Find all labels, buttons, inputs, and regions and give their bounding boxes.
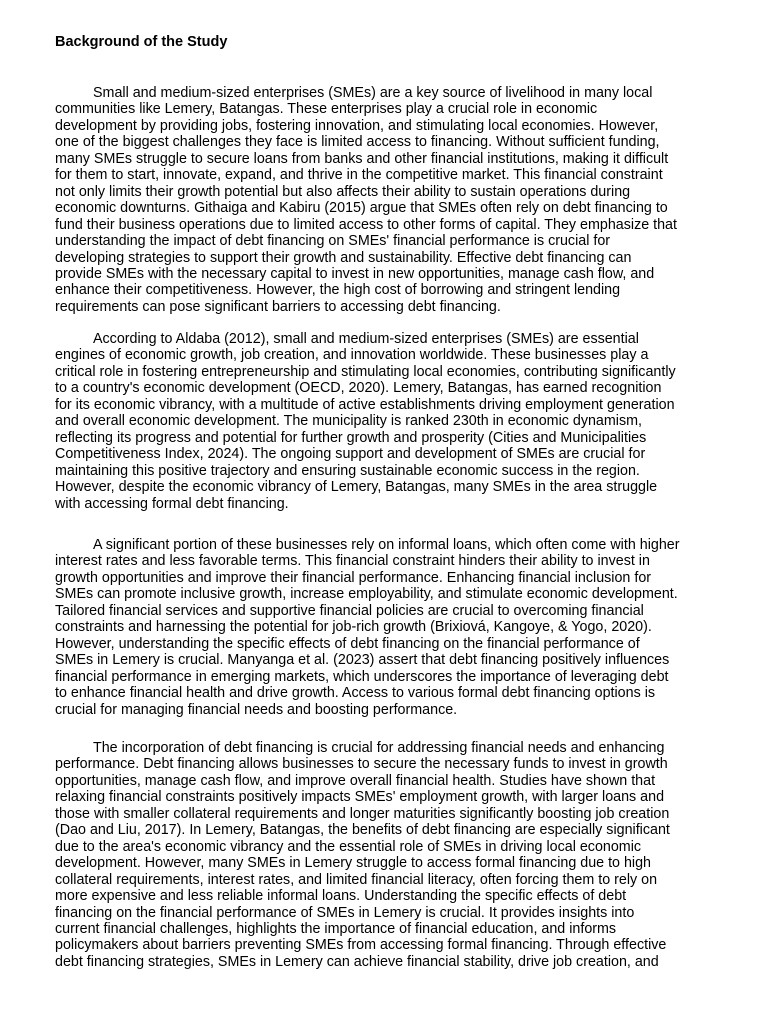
paragraph-line: maintaining this positive trajectory and ensuring sustainable economic success in the region. — [55, 462, 640, 479]
paragraph-line: However, despite the economic vibrancy of Lemery, Batangas, many SMEs in the area struggle — [55, 479, 658, 496]
paragraph-line: The incorporation of debt financing is crucial for addressing financial needs and enhancing — [93, 740, 665, 756]
paragraph-line: collateral requirements, interest rates, and limited financial literacy, often forcing them to rely on — [55, 871, 658, 888]
paragraph-line: more expensive and less reliable informal loans. Understanding the specific effects of debt — [55, 888, 627, 905]
paragraph-line: (Dao and Liu, 2017). In Lemery, Batangas, the benefits of debt financing are especially significant — [55, 822, 670, 839]
paragraph-line: engines of economic growth, job creation, and innovation worldwide. These businesses play a — [55, 347, 649, 364]
paragraph-line: performance. Debt financing allows businesses to secure the necessary funds to invest in growth — [55, 756, 668, 773]
paragraph-line: requirements can pose significant barriers to accessing debt financing. — [55, 298, 501, 315]
paragraph-line: reflecting its progress and potential for further growth and prosperity (Cities and Municipalities — [55, 429, 647, 446]
paragraph-line: and overall economic development. The municipality is ranked 230th in economic dynamism, — [55, 413, 643, 430]
paragraph-line: due to the area's economic vibrancy and the essential role of SMEs in driving local economic — [55, 838, 642, 855]
paragraph-line: for its economic vibrancy, with a multitude of active establishments driving employment generation — [55, 396, 675, 413]
section-heading: Background of the Study — [55, 34, 228, 50]
paragraph-line: Tailored financial services and supportive financial policies are crucial to overcoming financial — [55, 602, 644, 619]
paragraph-line: current financial challenges, highlights the importance of financial education, and informs — [55, 920, 617, 937]
paragraph-line: economic downturns. Githaiga and Kabiru (2015) argue that SMEs often rely on debt financing to — [55, 200, 668, 217]
paragraph-line: relaxing financial constraints positively impacts SMEs' employment growth, with larger loans and — [55, 789, 665, 806]
paragraph-1 — [55, 85, 735, 315]
paragraph-line: one of the biggest challenges they face is limited access to financing. Without sufficient funding, — [55, 134, 660, 151]
paragraph-line: development by providing jobs, fostering innovation, and stimulating local economies. However, — [55, 117, 659, 134]
paragraph-4 — [55, 740, 735, 970]
paragraph-line: constraints and harnessing the potential for job-rich growth (Brixiová, Kangoye, & Yogo, 2020). — [55, 619, 652, 636]
paragraph-line: debt financing strategies, SMEs in Lemery can achieve financial stability, drive job creation, and — [55, 953, 659, 970]
paragraph-line: to enhance financial health and drive growth. Access to various formal debt financing options is — [55, 685, 656, 702]
paragraph-line: those with smaller collateral requirements and longer maturities significantly boosting job creation — [55, 805, 670, 822]
paragraph-line: development. However, many SMEs in Lemery struggle to access formal financing due to high — [55, 855, 652, 872]
paragraph-line: with accessing formal debt financing. — [55, 495, 289, 512]
paragraph-line: for them to start, innovate, expand, and thrive in the competitive market. This financial constraint — [55, 167, 663, 184]
paragraph-line: However, understanding the specific effects of debt financing on the financial performance of — [55, 635, 640, 652]
paragraph-line: opportunities, manage cash flow, and improve overall financial health. Studies have shown that — [55, 772, 656, 789]
paragraph-3 — [55, 537, 735, 718]
paragraph-line: understanding the impact of debt financing on SMEs' financial performance is crucial for — [55, 233, 611, 250]
paragraph-line: According to Aldaba (2012), small and medium-sized enterprises (SMEs) are essential — [93, 331, 639, 347]
paragraph-line: fund their business operations due to limited access to other forms of capital. They emphasize that — [55, 216, 677, 233]
paragraph-line: critical role in fostering entrepreneurship and stimulating local economies, contributing significantly — [55, 363, 676, 380]
paragraph-line: growth opportunities and improve their financial performance. Enhancing financial inclusion for — [55, 569, 652, 586]
paragraph-line: developing strategies to support their growth and sustainability. Effective debt financing can — [55, 249, 632, 266]
paragraph-line: not only limits their growth potential but also affects their ability to sustain operations during — [55, 183, 631, 200]
paragraph-line: SMEs can promote inclusive growth, increase employability, and stimulate economic development. — [55, 586, 678, 603]
paragraph-line: SMEs in Lemery is crucial. Manyanga et al. (2023) assert that debt financing positively influences — [55, 652, 670, 669]
paragraph-line: financial performance in emerging markets, which underscores the importance of leveraging debt — [55, 668, 669, 685]
paragraph-line: financing on the financial performance of SMEs in Lemery is crucial. It provides insights into — [55, 904, 635, 921]
paragraph-line: to a country's economic development (OECD, 2020). Lemery, Batangas, has earned recognition — [55, 380, 662, 397]
paragraph-line: communities like Lemery, Batangas. These enterprises play a crucial role in economic — [55, 101, 598, 118]
paragraph-line: A significant portion of these businesses rely on informal loans, which often come with higher — [93, 537, 680, 553]
paragraph-line: interest rates and less favorable terms. This financial constraint hinders their ability to invest in — [55, 553, 650, 570]
paragraph-line: enhance their competitiveness. However, the high cost of borrowing and stringent lending — [55, 282, 621, 299]
paragraph-line: crucial for managing financial needs and boosting performance. — [55, 701, 458, 718]
paragraph-line: Competitiveness Index, 2024). The ongoing support and development of SMEs are crucial for — [55, 446, 646, 463]
paragraph-line: provide SMEs with the necessary capital to invest in new opportunities, manage cash flow, and — [55, 265, 655, 282]
paragraph-2 — [55, 331, 735, 512]
paragraph-line: many SMEs struggle to secure loans from banks and other financial institutions, making it difficult — [55, 150, 669, 167]
paragraph-line: policymakers about barriers preventing SMEs from accessing formal financing. Through effective — [55, 937, 667, 954]
paragraph-line: Small and medium-sized enterprises (SMEs) are a key source of livelihood in many local — [93, 85, 653, 101]
